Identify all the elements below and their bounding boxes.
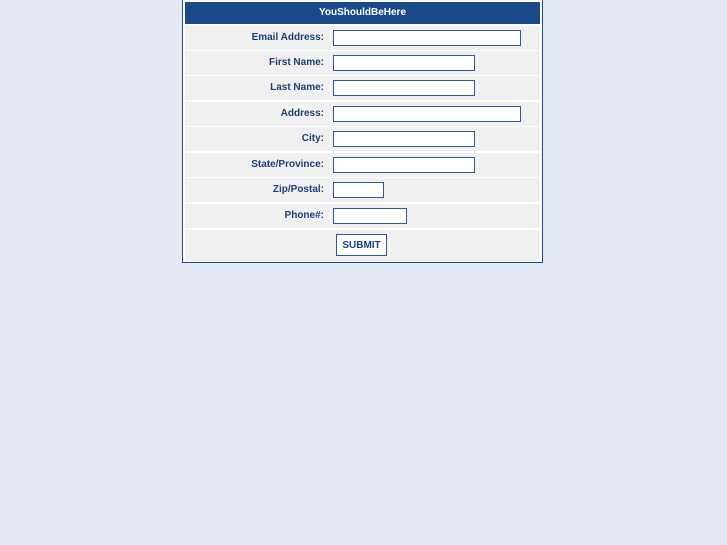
state-province-label: State/Province: <box>251 159 324 170</box>
zip-postal-label: Zip/Postal: <box>272 184 324 195</box>
first-name-row <box>185 51 540 75</box>
submit-button[interactable]: SUBMIT <box>336 234 387 256</box>
zip-postal-field[interactable] <box>333 182 384 198</box>
last-name-row <box>185 76 540 100</box>
zip-postal-row <box>185 178 540 202</box>
form-title: YouShouldBeHere <box>185 2 540 24</box>
last-name-field[interactable] <box>333 80 475 96</box>
email-label: Email Address: <box>251 32 324 43</box>
submit-row <box>185 230 540 261</box>
first-name-field[interactable] <box>333 55 475 71</box>
city-field[interactable] <box>333 131 475 147</box>
city-label: City: <box>301 133 324 144</box>
phone-field[interactable] <box>333 208 407 224</box>
email-field[interactable] <box>333 30 521 46</box>
last-name-label: Last Name: <box>270 82 324 93</box>
first-name-label: First Name: <box>268 57 324 68</box>
address-row <box>185 102 540 126</box>
email-row <box>185 26 540 50</box>
state-province-row <box>185 153 540 177</box>
state-province-field[interactable] <box>333 157 475 173</box>
address-field[interactable] <box>333 106 521 122</box>
address-label: Address: <box>280 108 324 119</box>
signup-form <box>182 0 543 263</box>
phone-label: Phone#: <box>284 210 324 221</box>
phone-row <box>185 204 540 228</box>
city-row <box>185 127 540 151</box>
